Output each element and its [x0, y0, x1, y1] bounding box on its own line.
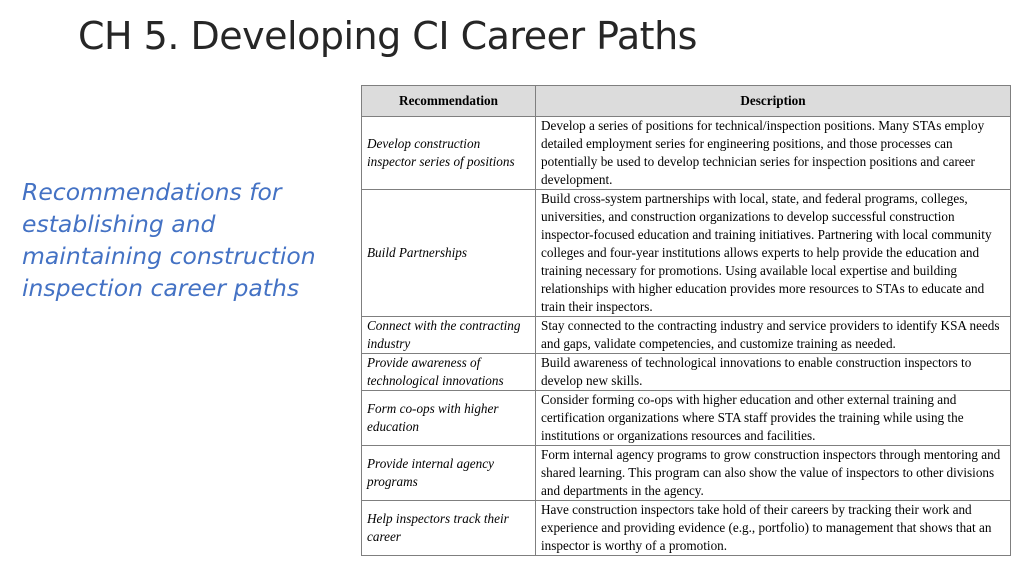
- description-cell: Build awareness of technological innovations to enable construction inspectors to develop new skills.: [536, 354, 1011, 391]
- description-cell: Stay connected to the contracting industry and service providers to identify KSA needs and gaps, validate competencies, and customize training as needed.: [536, 317, 1011, 354]
- table-row: [362, 117, 1011, 190]
- recommendation-cell: Develop construction inspector series of positions: [362, 117, 536, 190]
- recommendation-cell: Provide awareness of technological innovations: [362, 354, 536, 391]
- recommendations-table: [361, 85, 1011, 556]
- description-cell: Develop a series of positions for technical/inspection positions. Many STAs employ detailed employment series for engineering positions, and those processes can potentially be used to develop technician series for inspection positions and career development.: [536, 117, 1011, 190]
- recommendation-cell: Build Partnerships: [362, 190, 536, 317]
- table-row: [362, 190, 1011, 317]
- table-row: [362, 317, 1011, 354]
- recommendation-cell: Form co-ops with higher education: [362, 391, 536, 446]
- table-header-row: [362, 86, 1011, 117]
- column-header-recommendation: Recommendation: [362, 86, 536, 117]
- slide-subtitle: Recommendations for establishing and maintaining construction inspection career paths: [22, 178, 316, 302]
- table-row: [362, 354, 1011, 391]
- description-cell: Build cross-system partnerships with local, state, and federal programs, colleges, universities, and construction organizations to develop successful construction inspector-focused education and training initiatives. Partnering with local community colleges and four-year institutions allows experts to help provide the education and training necessary for promotions. Using available local expertise and building relationships with higher education provides more resources to STAs to educate and train their inspectors.: [536, 190, 1011, 317]
- recommendation-cell: Provide internal agency programs: [362, 446, 536, 501]
- recommendation-cell: Connect with the contracting industry: [362, 317, 536, 354]
- recommendation-cell: Help inspectors track their career: [362, 501, 536, 556]
- table-row: [362, 501, 1011, 556]
- table-row: [362, 391, 1011, 446]
- description-cell: Have construction inspectors take hold of their careers by tracking their work and experience and providing evidence (e.g., portfolio) to management that shows that an inspector is worthy of a promotion.: [536, 501, 1011, 556]
- page-title: CH 5. Developing CI Career Paths: [78, 14, 697, 58]
- column-header-description: Description: [536, 86, 1011, 117]
- description-cell: Consider forming co-ops with higher education and other external training and certification organizations where STA staff provides the training while using the institutions or organizations resources and facilities.: [536, 391, 1011, 446]
- description-cell: Form internal agency programs to grow construction inspectors through mentoring and shared learning. This program can also show the value of inspectors to other divisions and departments in the agency.: [536, 446, 1011, 501]
- table-row: [362, 446, 1011, 501]
